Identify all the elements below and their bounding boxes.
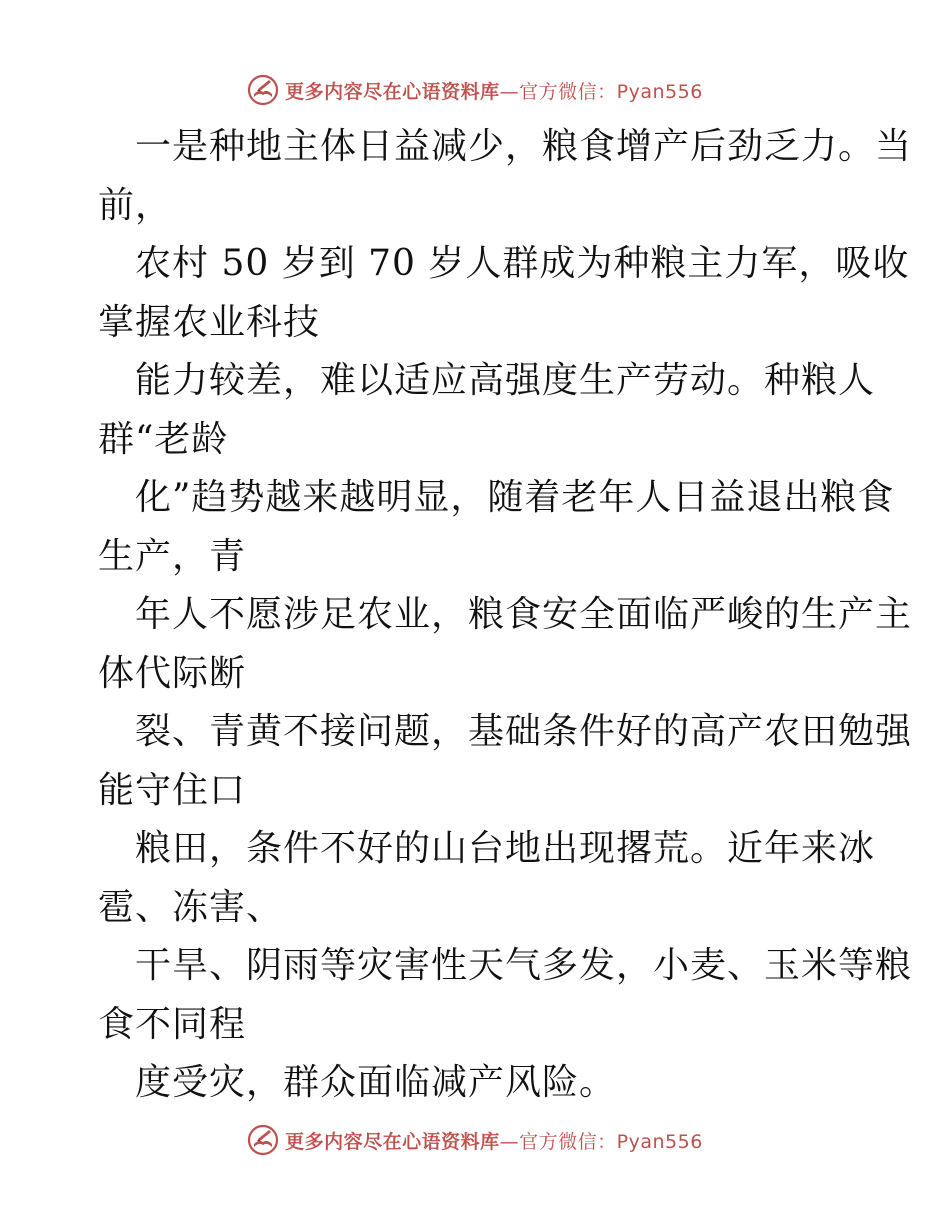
text-line: 雹、冻害、 <box>98 886 284 928</box>
text-line: 能力较差，难以适应高强度生产劳动。种粮人 <box>135 360 876 401</box>
book-quill-logo-icon <box>247 1124 279 1156</box>
text-line: 一是种地主体日益减少，粮食增产后劲乏力。当 <box>135 126 913 167</box>
banner-text <box>285 1127 703 1154</box>
text-line: 裂、青黄不接问题，基础条件好的高产农田勉强 <box>135 711 913 752</box>
header-banner <box>0 70 950 110</box>
text-line: 年人不愿涉足农业，粮食安全面临严峻的生产主 <box>135 594 913 635</box>
text-line: 生产，青 <box>98 535 247 577</box>
text-line: 干旱、阴雨等灾害性天气多发，小麦、玉米等粮 <box>135 945 913 986</box>
text-line: 群“老龄 <box>98 418 229 460</box>
text-line: 农村 50 岁到 70 岁人群成为种粮主力军，吸收 <box>135 243 910 284</box>
banner-wechat: 官方微信：Pyan556 <box>519 1130 703 1153</box>
banner-separator: — <box>499 80 520 103</box>
banner-title: 更多内容尽在心语资料库 <box>285 1130 500 1153</box>
text-line: 前， <box>98 184 173 226</box>
banner-title: 更多内容尽在心语资料库 <box>285 80 500 103</box>
text-line: 掌握农业科技 <box>98 301 321 343</box>
text-line: 化”趋势越来越明显，随着老年人日益退出粮食 <box>135 477 895 518</box>
text-line: 体代际断 <box>98 652 247 694</box>
document-body <box>98 118 913 1113</box>
banner-wechat: 官方微信：Pyan556 <box>519 80 703 103</box>
text-line: 粮田，条件不好的山台地出现撂荒。近年来冰 <box>135 828 876 869</box>
text-line: 食不同程 <box>98 1003 247 1045</box>
text-line: 度受灾，群众面临减产风险。 <box>135 1062 617 1103</box>
banner-separator: — <box>499 1130 520 1153</box>
book-quill-logo-icon <box>247 74 279 106</box>
banner-text <box>285 77 703 104</box>
text-line: 能守住口 <box>98 769 247 811</box>
footer-banner <box>0 1120 950 1160</box>
